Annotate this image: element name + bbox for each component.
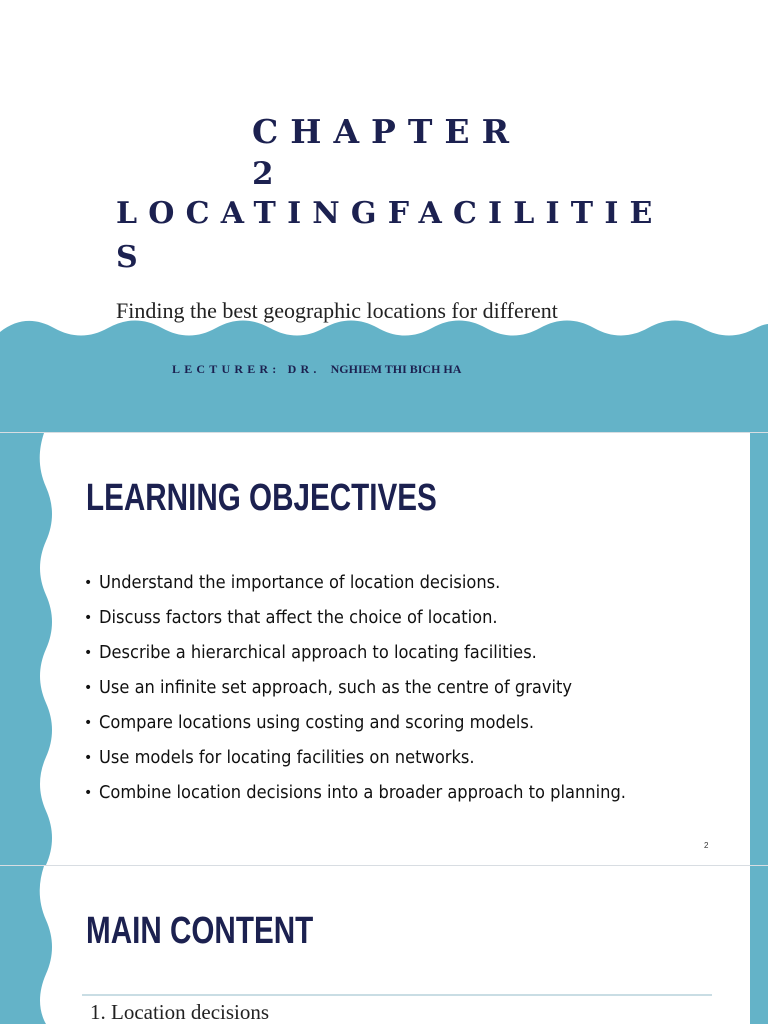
main-content-slide <box>0 866 768 1024</box>
objectives-slide <box>0 433 768 865</box>
list-item: • Compare locations using costing and scoring models. <box>84 709 644 737</box>
bullet-icon: • <box>84 715 93 731</box>
content-item: 1. Location decisions <box>90 1000 270 1024</box>
chapter-title: LOCATINGFACILITIES <box>116 196 664 275</box>
list-item: • Describe a hierarchical approach to locating facilities. <box>84 639 644 667</box>
objectives-list <box>84 569 644 814</box>
left-wave-border <box>0 866 60 1024</box>
left-wave-border <box>0 433 60 865</box>
bullet-icon: • <box>84 610 93 626</box>
lecturer-name: NGHIEM THI BICH HA <box>330 362 462 376</box>
title-slide <box>0 0 768 432</box>
lecturer-label: LECTURER: DR. <box>172 362 321 376</box>
bullet-icon: • <box>84 645 93 661</box>
chapter-label: CHAPTER <box>252 112 521 151</box>
list-item: • Combine location decisions into a broader approach to planning. <box>84 779 644 807</box>
page-number: 2 <box>704 841 709 850</box>
bullet-icon: • <box>84 680 93 696</box>
bullet-icon: • <box>84 575 93 591</box>
list-item: • Use an infinite set approach, such as the centre of gravity <box>84 674 644 702</box>
objectives-heading: LEARNING OBJECTIVES <box>86 477 437 519</box>
divider-line <box>82 994 712 996</box>
right-accent-bar <box>750 866 768 1024</box>
main-content-heading: MAIN CONTENT <box>86 910 314 952</box>
list-item: • Use models for locating facilities on networks. <box>84 744 644 772</box>
lecturer-line <box>172 362 461 377</box>
list-item: • Discuss factors that affect the choice of location. <box>84 604 644 632</box>
chapter-number: 2 <box>252 156 274 192</box>
bullet-icon: • <box>84 785 93 801</box>
chapter-subtitle: Finding the best geographic locations for different <box>116 298 558 323</box>
list-item: • Understand the importance of location decisions. <box>84 569 644 597</box>
bullet-icon: • <box>84 750 93 766</box>
right-accent-bar <box>750 433 768 865</box>
